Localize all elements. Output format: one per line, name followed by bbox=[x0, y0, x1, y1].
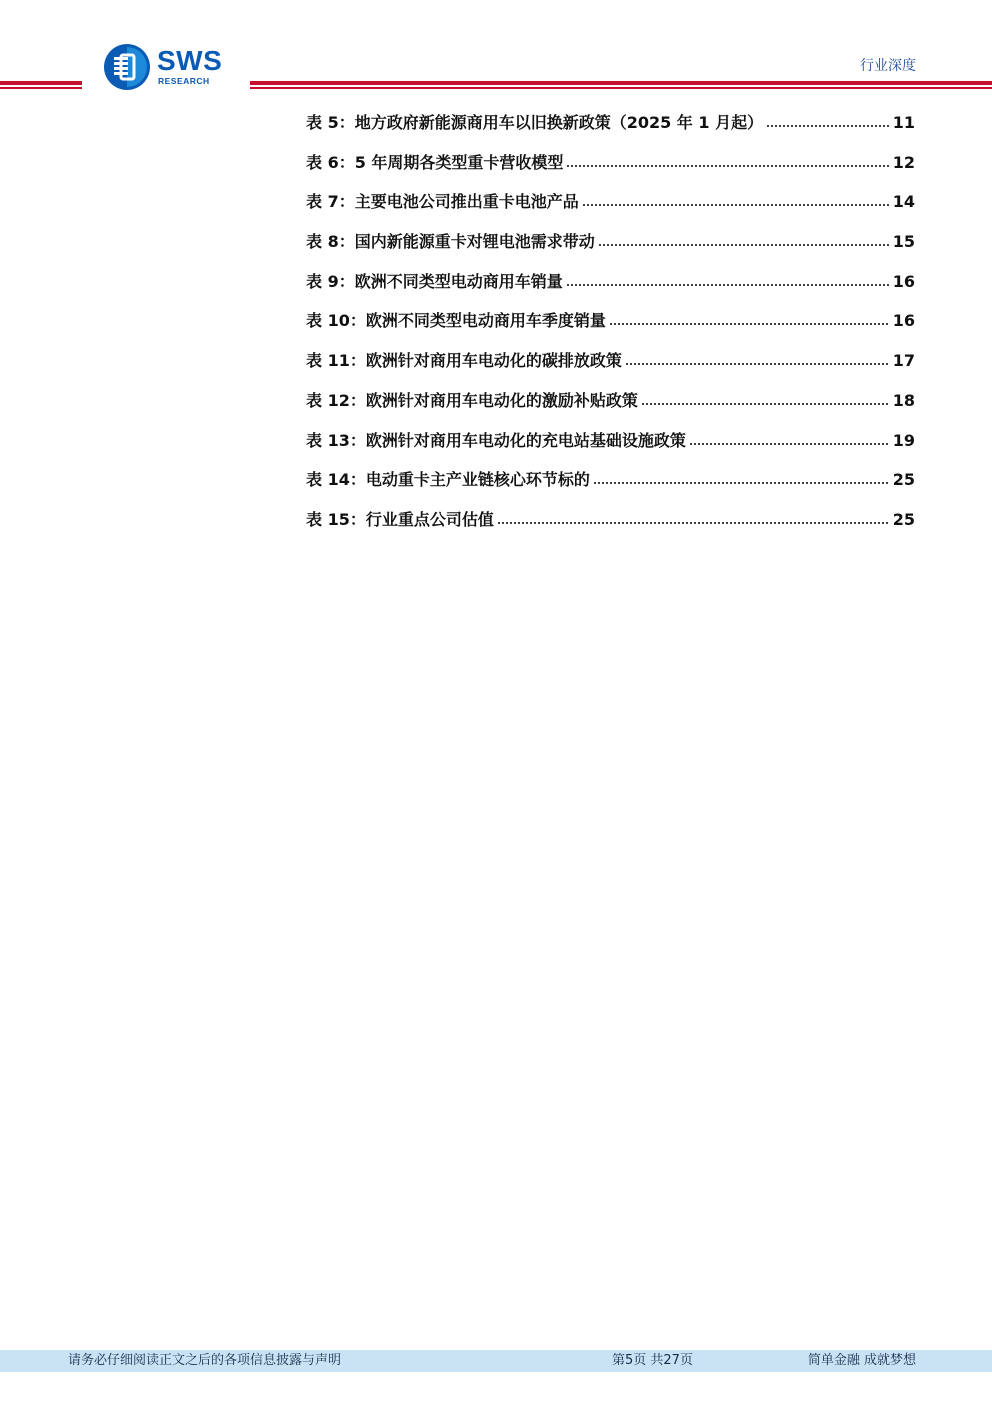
toc-entry-page-number: 16 bbox=[892, 271, 915, 291]
toc-dot-leader bbox=[497, 521, 890, 525]
toc-dot-leader bbox=[598, 243, 890, 247]
logo-wordmark: SWS bbox=[157, 45, 223, 76]
footer-disclaimer: 请务必仔细阅读正文之后的各项信息披露与声明 bbox=[68, 1353, 342, 1368]
toc-entry[interactable] bbox=[306, 390, 915, 430]
toc-dot-leader bbox=[609, 322, 890, 326]
toc-entry-page-number: 19 bbox=[892, 430, 915, 450]
toc-entry[interactable] bbox=[306, 469, 915, 509]
table-of-contents bbox=[306, 112, 915, 549]
toc-entry-label: 表 12：欧洲针对商用车电动化的激励补贴政策 bbox=[306, 390, 638, 410]
toc-entry-label: 表 10：欧洲不同类型电动商用车季度销量 bbox=[306, 311, 606, 331]
toc-entry-page-number: 15 bbox=[892, 232, 915, 252]
toc-entry-label: 表 7：主要电池公司推出重卡电池产品 bbox=[306, 192, 579, 212]
sws-logo-mark-icon bbox=[103, 43, 151, 91]
toc-dot-leader bbox=[593, 481, 890, 485]
toc-entry[interactable] bbox=[306, 231, 915, 271]
footer-slogan: 简单金融 成就梦想 bbox=[807, 1353, 916, 1368]
toc-entry-label: 表 6：5 年周期各类型重卡营收模型 bbox=[306, 152, 564, 172]
footer-page-info: 第5页 共27页 bbox=[612, 1353, 693, 1368]
header-rule-left bbox=[0, 77, 82, 93]
toc-entry[interactable] bbox=[306, 430, 915, 470]
toc-dot-leader bbox=[641, 402, 890, 406]
toc-dot-leader bbox=[689, 442, 890, 446]
toc-dot-leader bbox=[625, 362, 890, 366]
toc-entry[interactable] bbox=[306, 152, 915, 192]
toc-dot-leader bbox=[566, 283, 890, 287]
toc-entry-page-number: 25 bbox=[892, 470, 915, 490]
toc-dot-leader bbox=[766, 124, 890, 128]
page-footer bbox=[0, 1350, 992, 1372]
toc-entry[interactable] bbox=[306, 191, 915, 231]
toc-entry-page-number: 11 bbox=[892, 113, 915, 132]
toc-entry-page-number: 12 bbox=[892, 152, 915, 172]
toc-entry-label: 表 13：欧洲针对商用车电动化的充电站基础设施政策 bbox=[306, 430, 686, 450]
toc-entry-page-number: 25 bbox=[892, 509, 915, 529]
toc-dot-leader bbox=[582, 203, 890, 207]
toc-entry[interactable] bbox=[306, 350, 915, 390]
toc-entry-label: 表 8：国内新能源重卡对锂电池需求带动 bbox=[306, 232, 595, 252]
toc-entry[interactable] bbox=[306, 509, 915, 549]
toc-dot-leader bbox=[566, 164, 889, 168]
toc-entry-page-number: 14 bbox=[892, 192, 915, 212]
toc-entry-label: 表 5：地方政府新能源商用车以旧换新政策（2025 年 1 月起） bbox=[306, 113, 764, 132]
toc-entry-label: 表 15：行业重点公司估值 bbox=[306, 509, 494, 529]
sws-logo bbox=[103, 43, 233, 93]
toc-entry-label: 表 11：欧洲针对商用车电动化的碳排放政策 bbox=[306, 351, 622, 371]
logo-subtext: RESEARCH bbox=[158, 76, 210, 86]
toc-entry-page-number: 16 bbox=[892, 311, 915, 331]
toc-entry-page-number: 18 bbox=[892, 390, 915, 410]
header-rule-right bbox=[250, 77, 992, 93]
toc-entry-label: 表 9：欧洲不同类型电动商用车销量 bbox=[306, 271, 563, 291]
report-type-label: 行业深度 bbox=[860, 58, 916, 74]
toc-entry[interactable] bbox=[306, 271, 915, 311]
toc-entry-page-number: 17 bbox=[892, 351, 915, 371]
toc-entry[interactable] bbox=[306, 112, 915, 152]
toc-entry-label: 表 14：电动重卡主产业链核心环节标的 bbox=[306, 470, 590, 490]
toc-entry[interactable] bbox=[306, 310, 915, 350]
